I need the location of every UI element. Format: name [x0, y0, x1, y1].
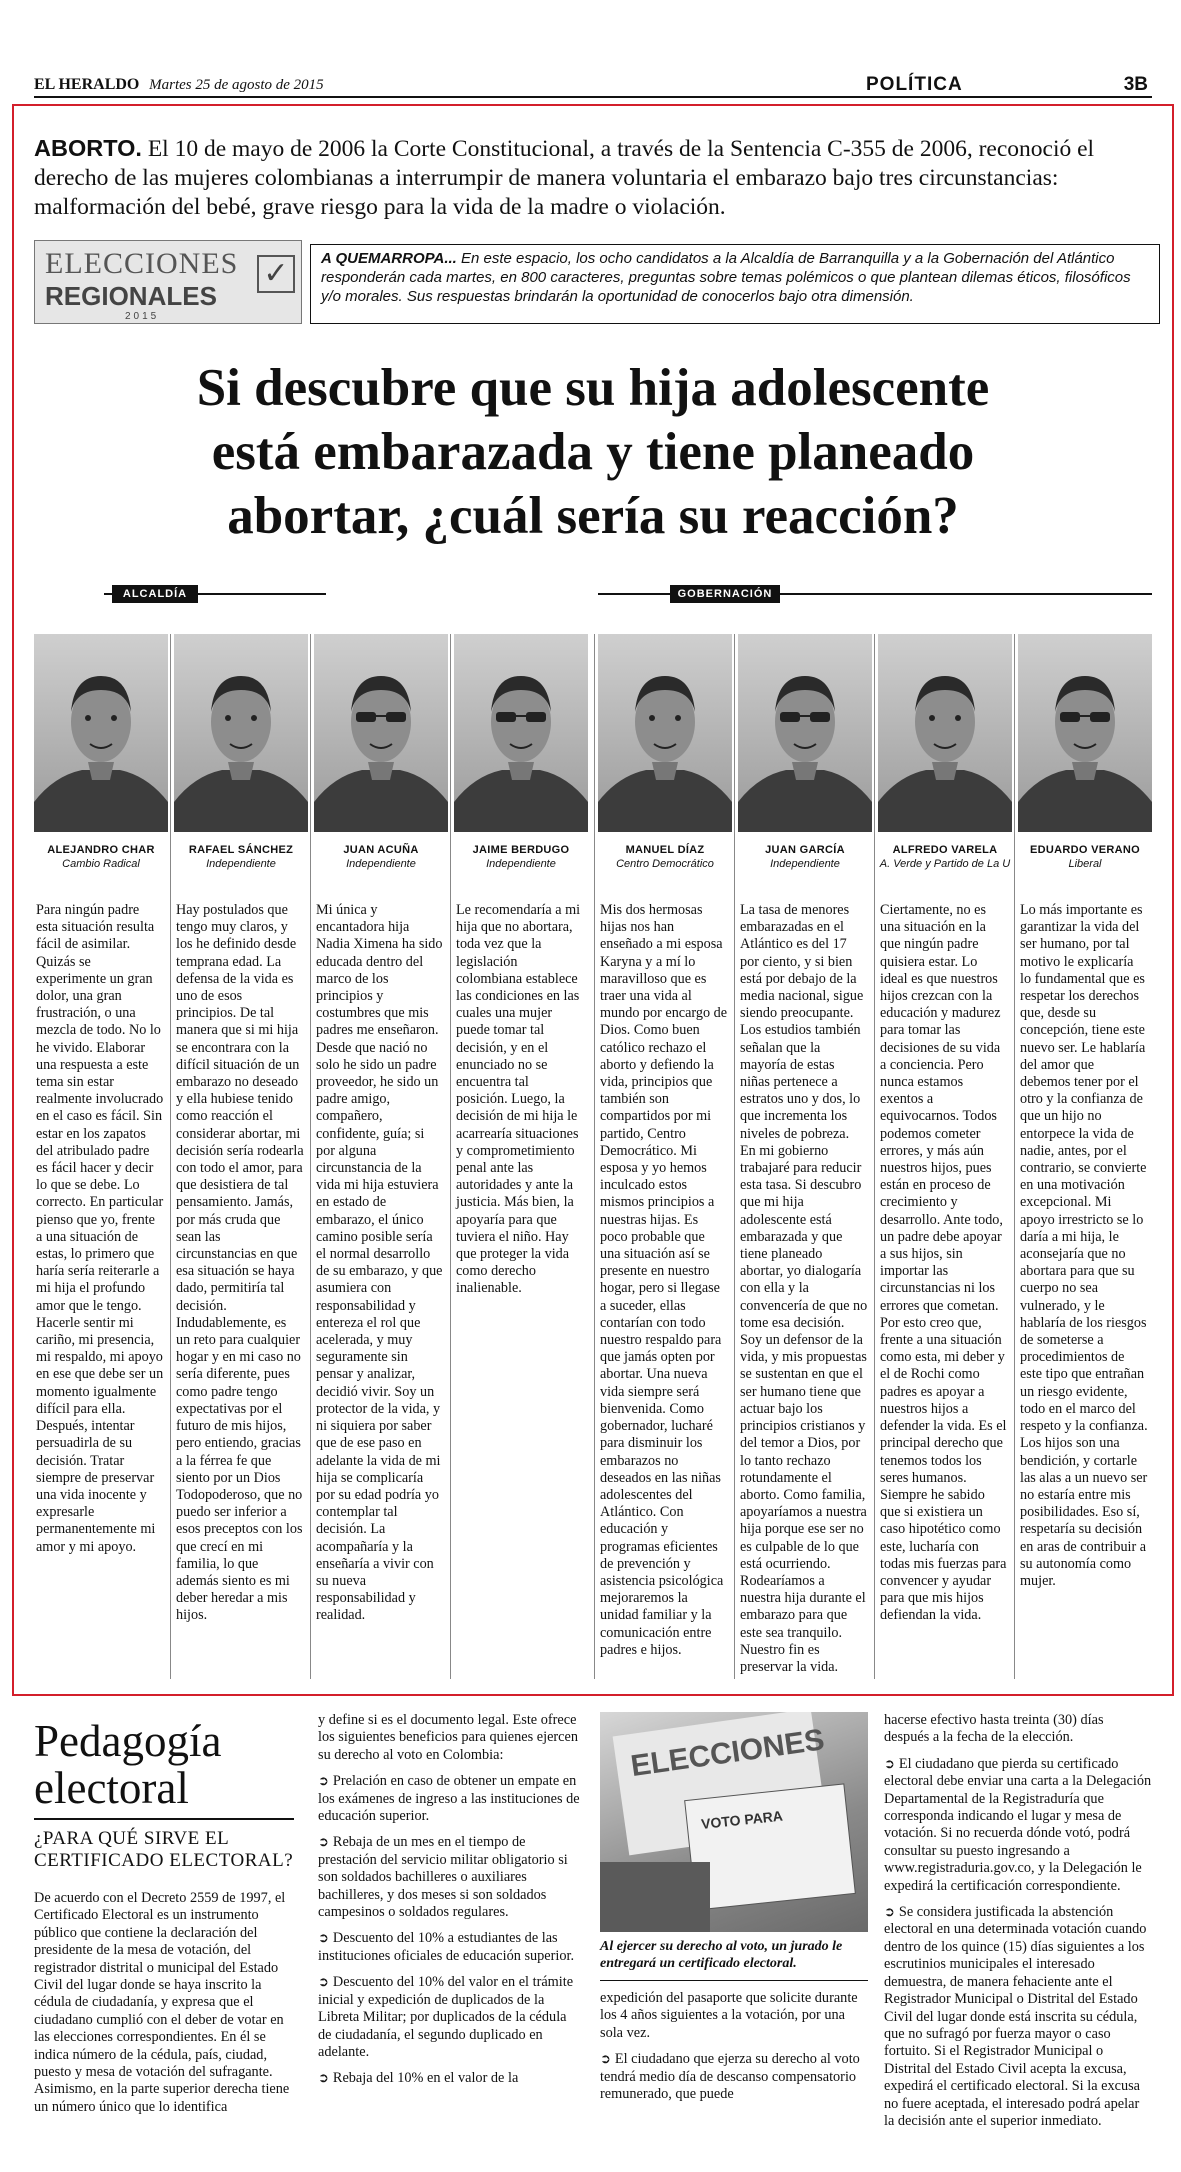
- pedagogia-col-1: [34, 1890, 296, 2124]
- logo-line-1: ELECCIONES: [45, 247, 239, 280]
- pedagogia-col-3-text: expedición del pasaporte que solicite durante los 4 años siguientes a la votación, por una sola vez.: [600, 1990, 858, 2041]
- headline-line-3: abortar, ¿cuál sería su reacción?: [227, 487, 959, 545]
- candidate-answer: La tasa de menores embarazadas en el Atlántico es del 17 por ciento, y si bien está por debajo de la media nacional, sigue siendo preocupante. Los estudios también señalan que la mayoría de estas niñas pertenece a estratos uno y dos, lo que incrementa los niveles de pobreza. En mi gobierno trabajaré para reducir esta tasa. Si descubro que mi hija adolescente está embarazada y que tiene planeado abortar, yo dialogaría con ella y la convencería de que no tome esa decisión. Soy un defensor de la vida, y mis propuestas se sustentan en que el ser humano tiene que actuar bajo los principios cristianos y del temor a Dios, por lo tanto rechazo rotundamente el aborto. Como familia, apoyaríamos a nuestra hija porque ese ser no es culpable de lo que está ocurriendo. Rodearíamos a nuestra hija durante el embarazo para que este sea tranquilo. Nuestro fin es preservar la vida.: [740, 902, 868, 1675]
- main-headline: [34, 356, 1152, 548]
- candidate-name: EDUARDO VERANO: [1030, 844, 1140, 856]
- intro-lead: ABORTO.: [34, 135, 142, 161]
- quemarropa-box: [310, 244, 1160, 324]
- candidate-photo: [738, 634, 872, 832]
- benefit-item: [318, 1833, 580, 1921]
- quemarropa-text: En este espacio, los ocho candidatos a la Alcaldía de Barranquilla y a la Gobernación del Atlántico responderán cada martes, en 800 caracteres, preguntas sobre temas polémicos o que plantean dilemas éticos, filosóficos y/o morales. Sus respuestas brindarán la oportunidad de conocerlos bajo otra dimensión.: [321, 250, 1131, 305]
- bullet-arrow-icon: ➲: [318, 1930, 329, 1946]
- benefit-item: [884, 1755, 1152, 1895]
- photo-text-voto: VOTO PARA: [700, 1807, 784, 1833]
- portrait-silhouette: [174, 634, 308, 832]
- candidate-name: ALFREDO VARELA: [892, 844, 998, 856]
- benefit-text: Rebaja del 10% en el valor de la: [332, 2070, 519, 2087]
- benefit-text: El ciudadano que ejerza su derecho al voto tendrá medio día de descanso compensatorio remunerado, que puede: [600, 2051, 860, 2103]
- candidate-name: JUAN ACUÑA: [343, 844, 419, 856]
- pedagogia-col-4-text: hacerse efectivo hasta treinta (30) días después a la fecha de la elección.: [884, 1712, 1104, 1746]
- benefit-text: Prelación en caso de obtener un empate en los exámenes de ingreso a las instituciones de educación superior.: [318, 1773, 580, 1825]
- paper-name: EL HERALDO: [34, 76, 140, 93]
- column-rule: [450, 634, 451, 1679]
- candidate-photo: [878, 634, 1012, 832]
- pedagogia-col-3: [600, 1990, 868, 2111]
- bullet-arrow-icon: ➲: [318, 1834, 329, 1850]
- quemarropa-label: A QUEMARROPA...: [321, 250, 457, 267]
- candidate-photo: [174, 634, 308, 832]
- caption-rule: [600, 1980, 868, 1981]
- candidate-photo: [314, 634, 448, 832]
- section-name: POLÍTICA: [866, 74, 963, 95]
- ballot-photo: [600, 1712, 868, 1932]
- ballot-photo-illustration: [600, 1712, 868, 1932]
- candidate-answer: Hay postulados que tengo muy claros, y los he definido desde temprana edad. La defensa de la vida es uno de esos principios. De tal manera que si mi hija se encontrara con la difícil situación de un embarazo no deseado y ella hubiese tenido como reacción el considerar abortar, mi decisión sería rodearla con todo el amor, para que desistiera de tal pensamiento. Jamás, por más cruda que sean las circunstancias en que esa situación se haya dado, permitiría tal decisión. Indudablemente, es un reto para cualquier hogar y en mi caso no sería diferente, pues como padre tengo expectativas por el futuro de mis hijos, pero entiendo, gracias a la férrea fe que siento por un Dios Todopoderoso, que no puedo ser inferior a esos preceptos con los que crecí en mi familia, lo que además siento es mi deber heredar a mis hijos.: [176, 902, 304, 1624]
- candidate-answer: Le recomendaría a mi hija que no abortara, toda vez que la legislación colombiana establece las condiciones en las cuales una mujer puede tomar tal decisión, y en el enunciado no se encuentra tal posición. Luego, la decisión de mi hija le acarrearía situaciones y comprometimiento penal ante las autoridades y ante la justicia. Más bien, la apoyaría para que tuviera el niño. Hay que proteger la vida como derecho inalienable.: [456, 902, 581, 1297]
- photo-caption: Al ejercer su derecho al voto, un jurado le entregará un certificado electoral.: [600, 1939, 843, 1971]
- candidate-photo: [1018, 634, 1152, 832]
- portrait-silhouette: [314, 634, 448, 832]
- gobernacion-tag: GOBERNACIÓN: [670, 585, 780, 603]
- candidate-party: Independiente: [346, 858, 416, 870]
- candidate-party: Independiente: [770, 858, 840, 870]
- candidate-answer: Para ningún padre esta situación resulta fácil de asimilar. Quizás se experimente un gran dolor, una gran frustración, o una mezcla de todo. No lo he vivido. Elaborar una respuesta a este tema sin estar realmente involucrado en el caso es fácil. Sin estar en los zapatos del atribulado padre es fácil hacer y decir lo que se debe. Lo correcto. En particular pienso que yo, frente a una situación de estas, lo primero que haría sería reiterarle a mi hija el profundo amor que le tengo. Hacerle sentir mi cariño, mi presencia, mi respaldo, mi apoyo en ese que debe ser un momento igualmente difícil para ella. Después, intentar persuadirla de su decisión. Tratar siempre de preservar una vida inocente y expresarle permanentemente mi amor y mi apoyo.: [36, 902, 164, 1555]
- column-rule: [1014, 634, 1015, 1679]
- benefit-item: [318, 2069, 580, 2087]
- candidate-name: RAFAEL SÁNCHEZ: [188, 844, 294, 856]
- candidate-answer: Mi única y encantadora hija Nadia Ximena ha sido educada dentro del marco de los principios y costumbres que mis padres me enseñaron. Desde que nació no solo he sido un padre proveedor, he sido un padre amigo, compañero, confidente, guía; si por alguna circunstancia de la vida mi hija estuviera en estado de embarazo, el único camino posible sería el normal desarrollo de su embarazo, y que asumiera con responsabilidad y entereza el rol que acelerada, y muy seguramente sin pensar y analizar, decidió vivir. Soy un protector de la vida, y ni siquiera por saber que de ese paso en adelante la vida de mi hija se complicaría por su edad podría yo contemplar tal decisión. La acompañaría y la enseñaría a vivir con su nueva responsabilidad y realidad.: [316, 902, 443, 1624]
- pedagogia-title-line-1: Pedagogía: [34, 1716, 222, 1766]
- certificate-card: [685, 1784, 856, 1910]
- bullet-arrow-icon: ➲: [318, 1974, 329, 1990]
- bullet-arrow-icon: ➲: [318, 1773, 329, 1789]
- masthead-left: [34, 76, 324, 94]
- benefit-item: [600, 2050, 868, 2103]
- candidate-party: Liberal: [1068, 858, 1102, 870]
- photo-text-elecciones: ELECCIONES: [628, 1723, 827, 1784]
- bullet-arrow-icon: ➲: [884, 1755, 895, 1771]
- column-rule: [734, 634, 735, 1679]
- column-rule: [310, 634, 311, 1679]
- pedagogia-col-2: [318, 1712, 580, 2096]
- pedagogia-title: [34, 1718, 294, 1812]
- candidate-answer: Mis dos hermosas hijas nos han enseñado a mi esposa Karyna y a mí lo maravilloso que es traer una vida al mundo por encargo de Dios. Como buen católico rechazo el aborto y defiendo la vida, principios que también son compartidos por mi partido, Centro Democrático. Mi esposa y yo hemos inculcado estos mismos principios a nuestras hijas. Es poco probable que una situación así se presente en nuestro hogar, pero si llegase a suceder, ellas contarían con todo nuestro respaldo para que jamás opten por abortar. Una nueva vida siempre será bienvenida. Como gobernador, lucharé para disminuir los embarazos no deseados en las niñas adolescentes del Atlántico. Con educación y programas eficientes de prevención y asistencia psicológica mejoraremos la unidad familiar y la comunicación entre padres e hijos.: [600, 902, 727, 1658]
- candidate-name: JUAN GARCÍA: [765, 844, 845, 856]
- candidate-party: Independiente: [206, 858, 276, 870]
- masthead: [34, 72, 1152, 98]
- candidate-party: A. Verde y Partido de La U: [879, 858, 1011, 870]
- headline-line-1: Si descubre que su hija adolescente: [196, 359, 990, 417]
- benefit-item: [318, 1929, 580, 1965]
- candidate-photo: [454, 634, 588, 832]
- portrait-silhouette: [738, 634, 872, 832]
- candidate-party: Centro Democrático: [616, 858, 714, 870]
- issue-date: Martes 25 de agosto de 2015: [149, 77, 324, 93]
- benefit-item: [884, 1903, 1152, 2130]
- headline-line-2: está embarazada y tiene planeado: [211, 423, 975, 481]
- candidate-party: Cambio Radical: [62, 858, 140, 870]
- portrait-silhouette: [454, 634, 588, 832]
- logo-year: 2015: [125, 311, 160, 322]
- benefit-text: Descuento del 10% del valor en el trámite inicial y expedición de duplicados de la Libreta Militar; por duplicados de la cédula de ciudadanía, el segundo duplicado en adelante.: [318, 1974, 574, 2060]
- portrait-silhouette: [1018, 634, 1152, 832]
- hand-shadow: [600, 1862, 710, 1932]
- check-icon: ✓: [257, 255, 295, 293]
- candidate-name: MANUEL DÍAZ: [625, 844, 705, 856]
- portrait-silhouette: [878, 634, 1012, 832]
- logo-line-2: REGIONALES: [45, 281, 217, 311]
- benefit-text: Rebaja de un mes en el tiempo de prestación del servicio militar obligatorio si son soldados bachilleres o auxiliares bachilleres, y dos meses si son soldados campesinos o soldados regulares.: [318, 1834, 568, 1921]
- benefit-text: Se considera justificada la abstención electoral en una determinada votación cuando dentro de los quince (15) días siguientes a los escrutinios municipales el interesado demuestra, de manera fehaciente ante el Registrador Municipal o Distrital del Estado Civil del lugar donde está inscrita su cédula, que no sufragó por fuerza mayor o caso fortuito. Si el Registrador Municipal o Distrital del Estado Civil acepta la excusa, expedirá el certificado electoral. Si la excusa no fuere aceptada, el interesado podrá apelar la decisión ante el superior inmediato.: [884, 1904, 1147, 2129]
- pedagogia-col-4: [884, 1712, 1152, 2138]
- candidate-answer: Lo más importante es garantizar la vida del ser humano, por tal motivo le explicaría lo fundamental que es respetar los derechos que, desde su concepción, tiene este nuevo ser. Le hablaría del amor que debemos tener por el otro y la confianza de que un hijo no entorpece la vida de nadie, antes, por el contrario, se convierte en una motivación excepcional. Mi apoyo irrestricto se lo daría a mi hija, le aconsejaría que no abortara para que su cuerpo no sea vulnerado, y le hablaría de los riesgos de someterse a procedimientos de este tipo que entrañan un riesgo evidente, todo en el marco del respeto y la confianza. Los hijos son una bendición, y cortarle las alas a un nuevo ser no estaría entre mis posibilidades. Eso sí, respetaría su decisión en aras de contribuir a su autonomía como mujer.: [1020, 902, 1148, 1589]
- intro-paragraph: [34, 134, 1144, 222]
- elecciones-logo: [34, 240, 302, 324]
- bullet-arrow-icon: ➲: [884, 1904, 895, 1920]
- pedagogia-col-2-intro: y define si es el documento legal. Este ofrece los siguientes beneficios para quienes ejercen su derecho al voto en Colombia:: [318, 1712, 579, 1763]
- candidate-photo: [598, 634, 732, 832]
- candidate-name: JAIME BERDUGO: [472, 844, 570, 856]
- benefit-text: El ciudadano que pierda su certificado electoral debe enviar una carta a la Delegación Departamental de la Registraduría que corresponda indicando el lugar y mesa de votación. Si no recuerda dónde votó, podrá consultar su puesto ingresando a www.registraduria.gov.co, y la Delegación le expedirá la certificación correspondiente.: [884, 1755, 1152, 1894]
- pedagogia-subtitle: ¿PARA QUÉ SIRVE EL CERTIFICADO ELECTORAL?: [34, 1828, 294, 1871]
- bullet-arrow-icon: ➲: [600, 2051, 611, 2067]
- pedagogia-title-line-2: electoral: [34, 1763, 189, 1813]
- column-rule: [594, 634, 595, 1679]
- page-number: 3B: [1123, 74, 1148, 95]
- benefit-item: [318, 1772, 580, 1825]
- benefit-item: [318, 1973, 580, 2061]
- candidate-name: ALEJANDRO CHAR: [47, 844, 155, 856]
- candidate-photo: [34, 634, 168, 832]
- pedagogia-col-1-text: De acuerdo con el Decreto 2559 de 1997, el Certificado Electoral es un instrumento público que contiene la declaración del presidente de la mesa de votación, del registrador distrital o municipal del Estado Civil del lugar donde se haya inscrito la cédula de ciudadanía, y expresa que el ciudadano cumplió con el deber de votar en las elecciones correspondientes. En él se indica número de la cédula, país, ciudad, puesto y mesa de votación del sufragante. Asimismo, en la parte superior derecha tiene un número único que lo identifica: [34, 1890, 290, 2115]
- intro-text: El 10 de mayo de 2006 la Corte Constitucional, a través de la Sentencia C-355 de 2006, reconoció el derecho de las mujeres colombianas a interrumpir de manera voluntaria el embarazo bajo tres circunstancias: malformación del bebé, grave riesgo para la vida de la madre o violación.: [34, 136, 1095, 220]
- column-rule: [170, 634, 171, 1679]
- benefit-text: Descuento del 10% a estudiantes de las instituciones oficiales de educación superior.: [318, 1930, 575, 1964]
- candidate-party: Independiente: [486, 858, 556, 870]
- portrait-silhouette: [598, 634, 732, 832]
- column-rule: [874, 634, 875, 1679]
- alcaldia-tag: ALCALDÍA: [112, 585, 198, 603]
- bullet-arrow-icon: ➲: [318, 2070, 329, 2086]
- candidate-answer: Ciertamente, no es una situación en la que ningún padre quisiera estar. Lo ideal es que nuestros hijos crezcan con la educación y madurez para tomar las decisiones de su vida a conciencia. Pero nunca estamos exentos a equivocarnos. Todos podemos cometer errores, y más aún nuestros hijos, pues están en proceso de crecimiento y desarrollo. Ante todo, un padre debe apoyar a sus hijos, sin importar las circunstancias ni los errores que cometan. Por esto creo que, frente a una situación como esta, mi deber y el de Rochi como padres es apoyar a nuestros hijos a defender la vida. Es el principal derecho que tenemos todos los seres humanos. Siempre he sabido que si existiera un caso hipotético como este, lucharía con todas mis fuerzas para convencer y ayudar para que mis hijos defiendan la vida.: [880, 902, 1007, 1624]
- pedagogia-rule: [34, 1818, 294, 1820]
- portrait-silhouette: [34, 634, 168, 832]
